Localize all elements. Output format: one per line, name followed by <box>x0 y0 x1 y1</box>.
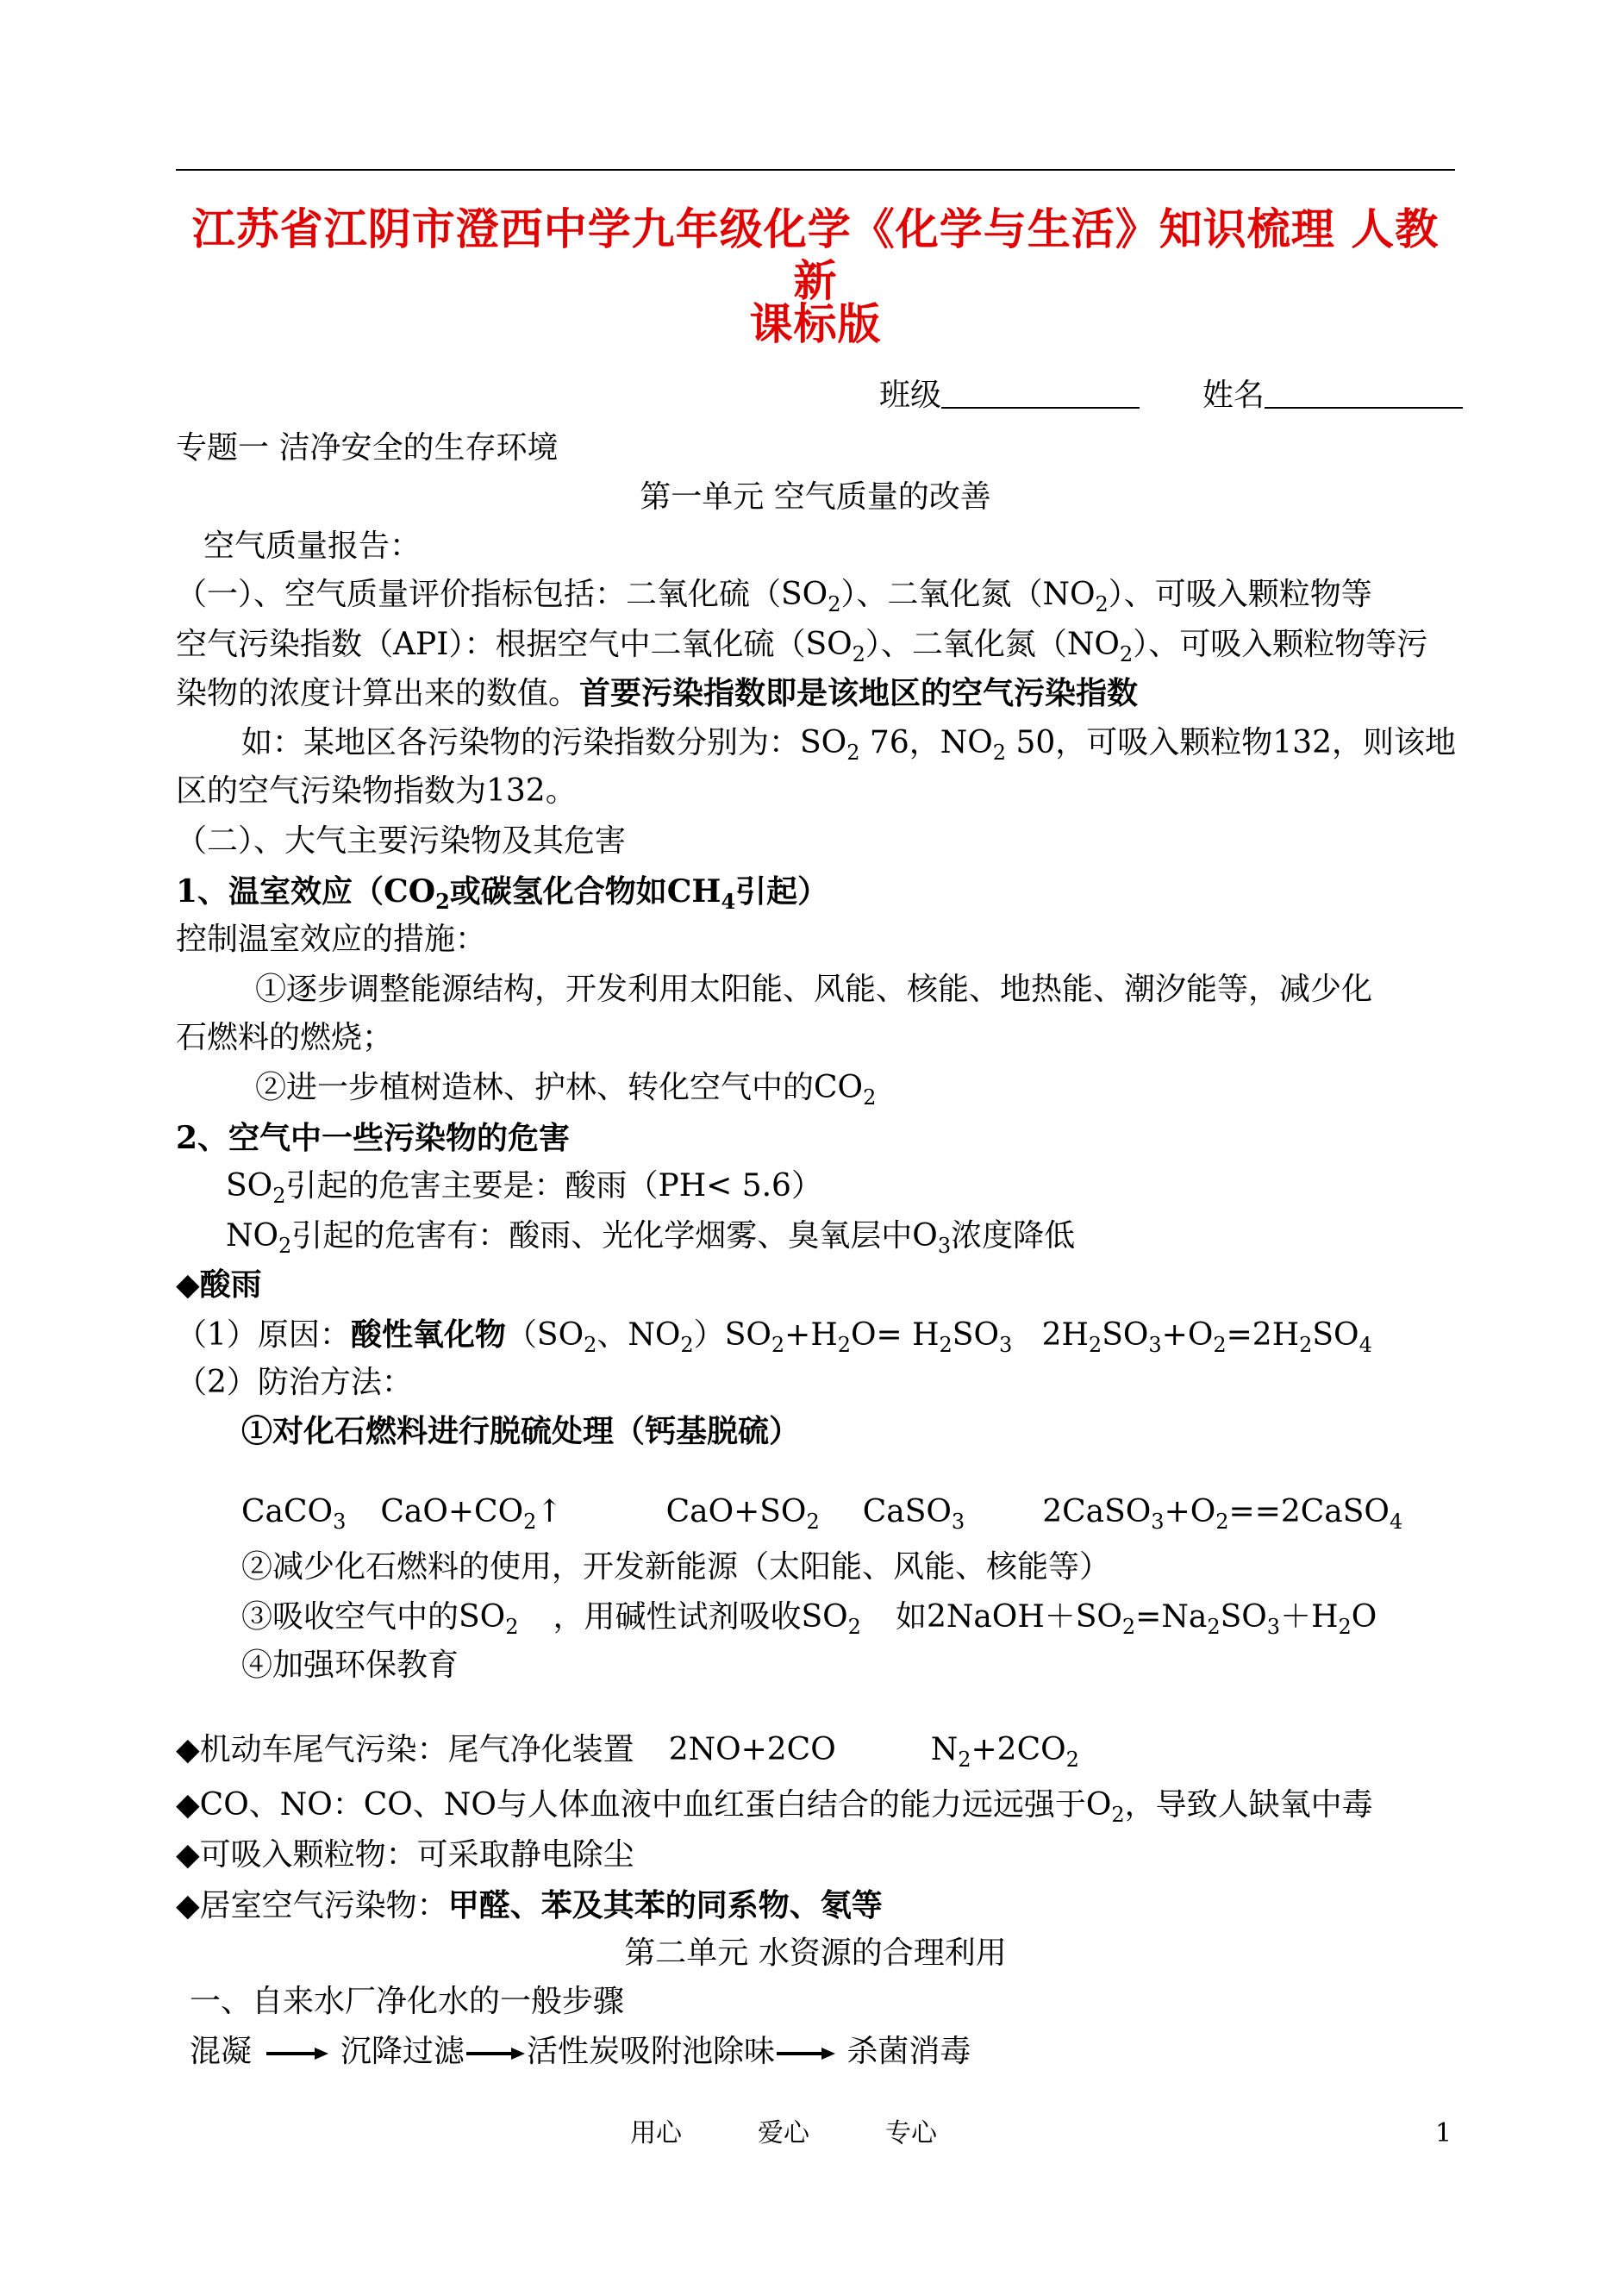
measure-1a: ①逐步调整能源结构，开发利用太阳能、风能、核能、地热能、潮汐能等，减少化 <box>255 972 1373 1007</box>
footer-motto-1: 用心 <box>630 2118 682 2148</box>
prevention-3: ③吸收空气中的$SO_2$ ，用碱性试剂吸收$SO_2$ 如$2NaOH+SO_2=Na_2SO_3+H_2O$ <box>241 1599 1377 1639</box>
air-report: 空气质量报告： <box>203 528 422 564</box>
document-title-line1: 江苏省江阴市澄西中学九年级化学《化学与生活》知识梳理 人教新 <box>191 203 1440 306</box>
name-blank <box>1265 378 1463 409</box>
step-4: 杀菌消毒 <box>846 2034 971 2069</box>
student-info-fields <box>879 375 1463 416</box>
footer-motto-3: 专心 <box>885 2118 937 2148</box>
page-number: 1 <box>1435 2118 1452 2148</box>
arrow-right-icon <box>775 2045 837 2062</box>
footer-motto-2: 爱心 <box>758 2118 809 2148</box>
api-definition-line2: 染物的浓度计算出来的数值。首要污染指数即是该地区的空气污染指数 <box>176 675 1139 711</box>
particulate-matter: ◆可吸入颗粒物：可采取静电除尘 <box>176 1837 634 1873</box>
pollutant-harm-heading: 2、空气中一些污染物的危害 <box>176 1120 571 1156</box>
example-line1: 如：某地区各污染物的污染指数分别为：$SO_2$ 76，$NO_2$ 50，可吸入颗粒物132，则该地 <box>241 725 1457 765</box>
acid-rain-heading: ◆酸雨 <box>176 1266 262 1303</box>
measure-2: ②进一步植树造林、护林、转化空气中的$CO_2$ <box>255 1070 877 1110</box>
prevention-1: ①对化石燃料进行脱硫处理（钙基脱硫） <box>241 1413 801 1449</box>
prevention-heading: （2）防治方法： <box>176 1365 413 1400</box>
arrow-right-icon <box>261 2045 330 2062</box>
step-2: 沉降过滤 <box>340 2034 465 2069</box>
class-label: 班级 <box>879 378 942 413</box>
purification-steps <box>190 2031 971 2073</box>
arrow-right-icon <box>465 2045 527 2062</box>
measure-1b: 石燃料的燃烧； <box>176 1020 394 1055</box>
prevention-2: ②减少化石燃料的使用，开发新能源（太阳能、风能、核能等） <box>241 1549 1111 1585</box>
unit1-heading: 第一单元 空气质量的改善 <box>640 479 991 515</box>
example-line2: 区的空气污染物指数为132。 <box>176 773 577 809</box>
name-label: 姓名 <box>1202 378 1265 413</box>
desulfurization-equations: CaCO$_3$ $CaO+CO_2↑$ $CaO+SO_2$ CaSO$_3$ $2CaSO_3+O_2==2CaSO_4$ <box>241 1494 1403 1534</box>
topic-heading: 专题一 洁净安全的生存环境 <box>176 430 559 466</box>
header-rule <box>176 169 1455 171</box>
class-blank <box>941 378 1140 409</box>
api-definition-line1: 空气污染指数（API）：根据空气中二氧化硫$(SO_2)$、二氧化氮$(NO_2)$、可吸入颗粒物等污 <box>176 627 1428 666</box>
section-pollutants: （二）、大气主要污染物及其危害 <box>176 823 627 859</box>
air-quality-indicators: （一）、空气质量评价指标包括：二氧化硫$(SO_2)$、二氧化氮$(NO_2)$、可吸入颗粒物等 <box>176 577 1372 616</box>
unit2-heading: 第二单元 水资源的合理利用 <box>624 1935 1007 1971</box>
step-1: 混凝 <box>190 2034 253 2069</box>
vehicle-exhaust: ◆机动车尾气污染：尾气净化装置 2NO+2CO $N_2+2CO_2$ <box>176 1732 1079 1772</box>
greenhouse-control: 控制温室效应的措施： <box>176 922 487 957</box>
document-title-line2: 课标版 <box>749 298 882 349</box>
so2-harm: $SO_2$引起的危害主要是：酸雨（PH< 5.6） <box>226 1168 822 1208</box>
co-no-harm: ◆CO、NO：CO、NO与人体血液中血红蛋白结合的能力远远强于$O_2$，导致人缺氧中毒 <box>176 1787 1373 1827</box>
water-purification-heading: 一、自来水厂净化水的一般步骤 <box>190 1984 625 2019</box>
no2-harm: $NO_2$引起的危害有：酸雨、光化学烟雾、臭氧层中$O_3$浓度降低 <box>226 1218 1076 1258</box>
acid-rain-cause: （1）原因：酸性氧化物（$SO_2$、$NO_2)SO_2+H_2O= H_2SO_3$ $2H_2SO_3+O_2=2H_2SO_4$ <box>176 1316 1372 1357</box>
indoor-pollutants: ◆居室空气污染物：甲醛、苯及其苯的同系物、氡等 <box>176 1887 883 1923</box>
prevention-4: ④加强环保教育 <box>241 1648 459 1683</box>
greenhouse-heading: 1、温室效应（$CO_2$或碳氢化合物如$CH_4$引起） <box>176 873 829 914</box>
step-3: 活性炭吸附池除味 <box>526 2034 775 2069</box>
